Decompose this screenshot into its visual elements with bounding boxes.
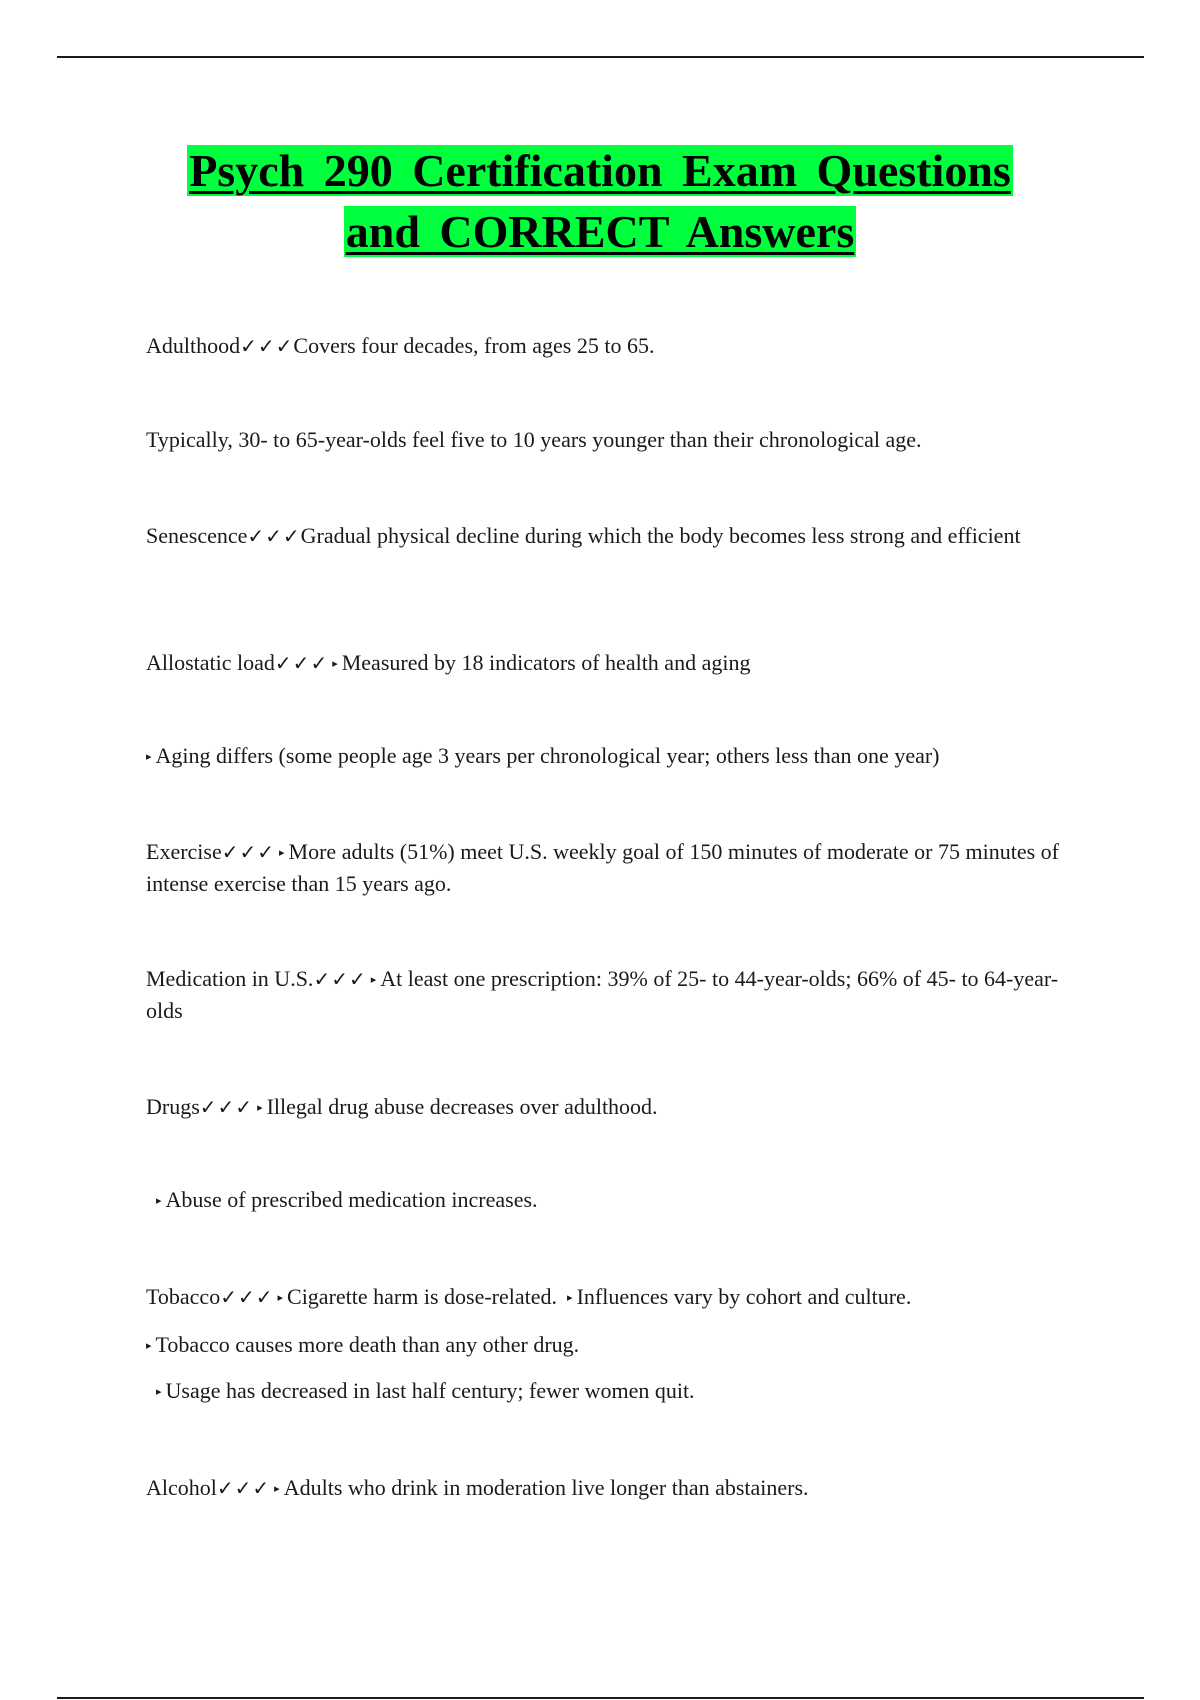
bullet-icon: ▸: [156, 1385, 162, 1398]
entry-term: Medication in U.S.: [146, 966, 314, 991]
check-marks-icon: ✓✓✓: [199, 1095, 254, 1119]
document-title: [120, 140, 1080, 262]
bullet-icon: ▸: [156, 1194, 162, 1207]
qa-entry-adulthood: [146, 330, 1076, 362]
bullet-icon: ▸: [277, 1291, 284, 1304]
entry-text: Gradual physical decline during which the body becomes less strong and efficient: [300, 523, 1021, 548]
bullet-icon: ▸: [332, 657, 338, 670]
qa-entry-tobacco-death: [146, 1329, 1076, 1361]
qa-entry-exercise: [146, 836, 1076, 899]
entry-term: Drugs: [146, 1094, 200, 1119]
qa-entry-allostatic-load: [146, 647, 1076, 679]
entry-text-2: Influences vary by cohort and culture.: [576, 1284, 912, 1309]
check-marks-icon: ✓✓✓: [240, 334, 294, 358]
header-rule: [57, 56, 1144, 58]
qa-entry-tobacco-usage: [152, 1375, 1082, 1407]
entry-term: Allostatic load: [146, 650, 275, 675]
bullet-icon: ▸: [146, 1339, 152, 1352]
entry-text: Illegal drug abuse decreases over adulthood.: [266, 1094, 658, 1119]
title-line-2: and CORRECT Answers: [345, 206, 855, 257]
bullet-icon: ▸: [370, 973, 377, 986]
entry-text: At least one prescription: 39% of 25- to 44-year-olds; 66% of 45- to 64-year-olds: [146, 966, 1059, 1023]
check-marks-icon: ✓✓✓: [247, 524, 301, 548]
entry-term: Exercise: [146, 839, 222, 864]
entry-text: Abuse of prescribed medication increases.: [165, 1187, 538, 1212]
bullet-icon: ▸: [567, 1291, 573, 1304]
entry-text: Measured by 18 indicators of health and aging: [341, 650, 751, 675]
check-marks-icon: ✓✓✓: [216, 1476, 271, 1500]
check-marks-icon: ✓✓✓: [221, 840, 276, 864]
qa-entry-tobacco: [146, 1281, 1076, 1313]
bullet-icon: ▸: [279, 846, 285, 859]
entry-text: More adults (51%) meet U.S. weekly goal of 150 minutes of moderate or 75 minutes of intense exercise than 15 years ago.: [146, 839, 1059, 896]
check-marks-icon: ✓✓✓: [274, 651, 329, 675]
qa-entry-drugs: [146, 1091, 1076, 1123]
bullet-icon: ▸: [146, 750, 152, 763]
qa-entry-medication: [146, 963, 1076, 1026]
qa-entry-alcohol: [146, 1472, 1076, 1504]
qa-entry-senescence: [146, 520, 1076, 552]
entry-text: Typically, 30- to 65-year-olds feel five to 10 years younger than their chronological age.: [146, 427, 922, 452]
entry-text: Covers four decades, from ages 25 to 65.: [293, 333, 655, 358]
entry-text: Cigarette harm is dose-related.: [287, 1284, 558, 1309]
footer-rule: [57, 1697, 1144, 1699]
entry-text: Tobacco causes more death than any other drug.: [155, 1332, 580, 1357]
title-line-1: Psych 290 Certification Exam Questions: [189, 145, 1011, 196]
entry-term: Adulthood: [146, 333, 241, 358]
qa-entry-typical-age: [146, 424, 1076, 455]
entry-term: Senescence: [146, 523, 248, 548]
qa-entry-prescribed-abuse: [152, 1184, 1082, 1216]
qa-entry-aging-differs: [146, 740, 1076, 772]
entry-text: Usage has decreased in last half century; fewer women quit.: [165, 1378, 695, 1403]
entry-text: Aging differs (some people age 3 years per chronological year; others less than one year): [155, 743, 940, 768]
bullet-icon: ▸: [274, 1482, 280, 1495]
check-marks-icon: ✓✓✓: [220, 1285, 274, 1309]
entry-text: Adults who drink in moderation live longer than abstainers.: [283, 1475, 809, 1500]
bullet-icon: ▸: [257, 1101, 263, 1114]
check-marks-icon: ✓✓✓: [313, 967, 367, 991]
entry-term: Tobacco: [146, 1284, 221, 1309]
entry-term: Alcohol: [146, 1475, 217, 1500]
